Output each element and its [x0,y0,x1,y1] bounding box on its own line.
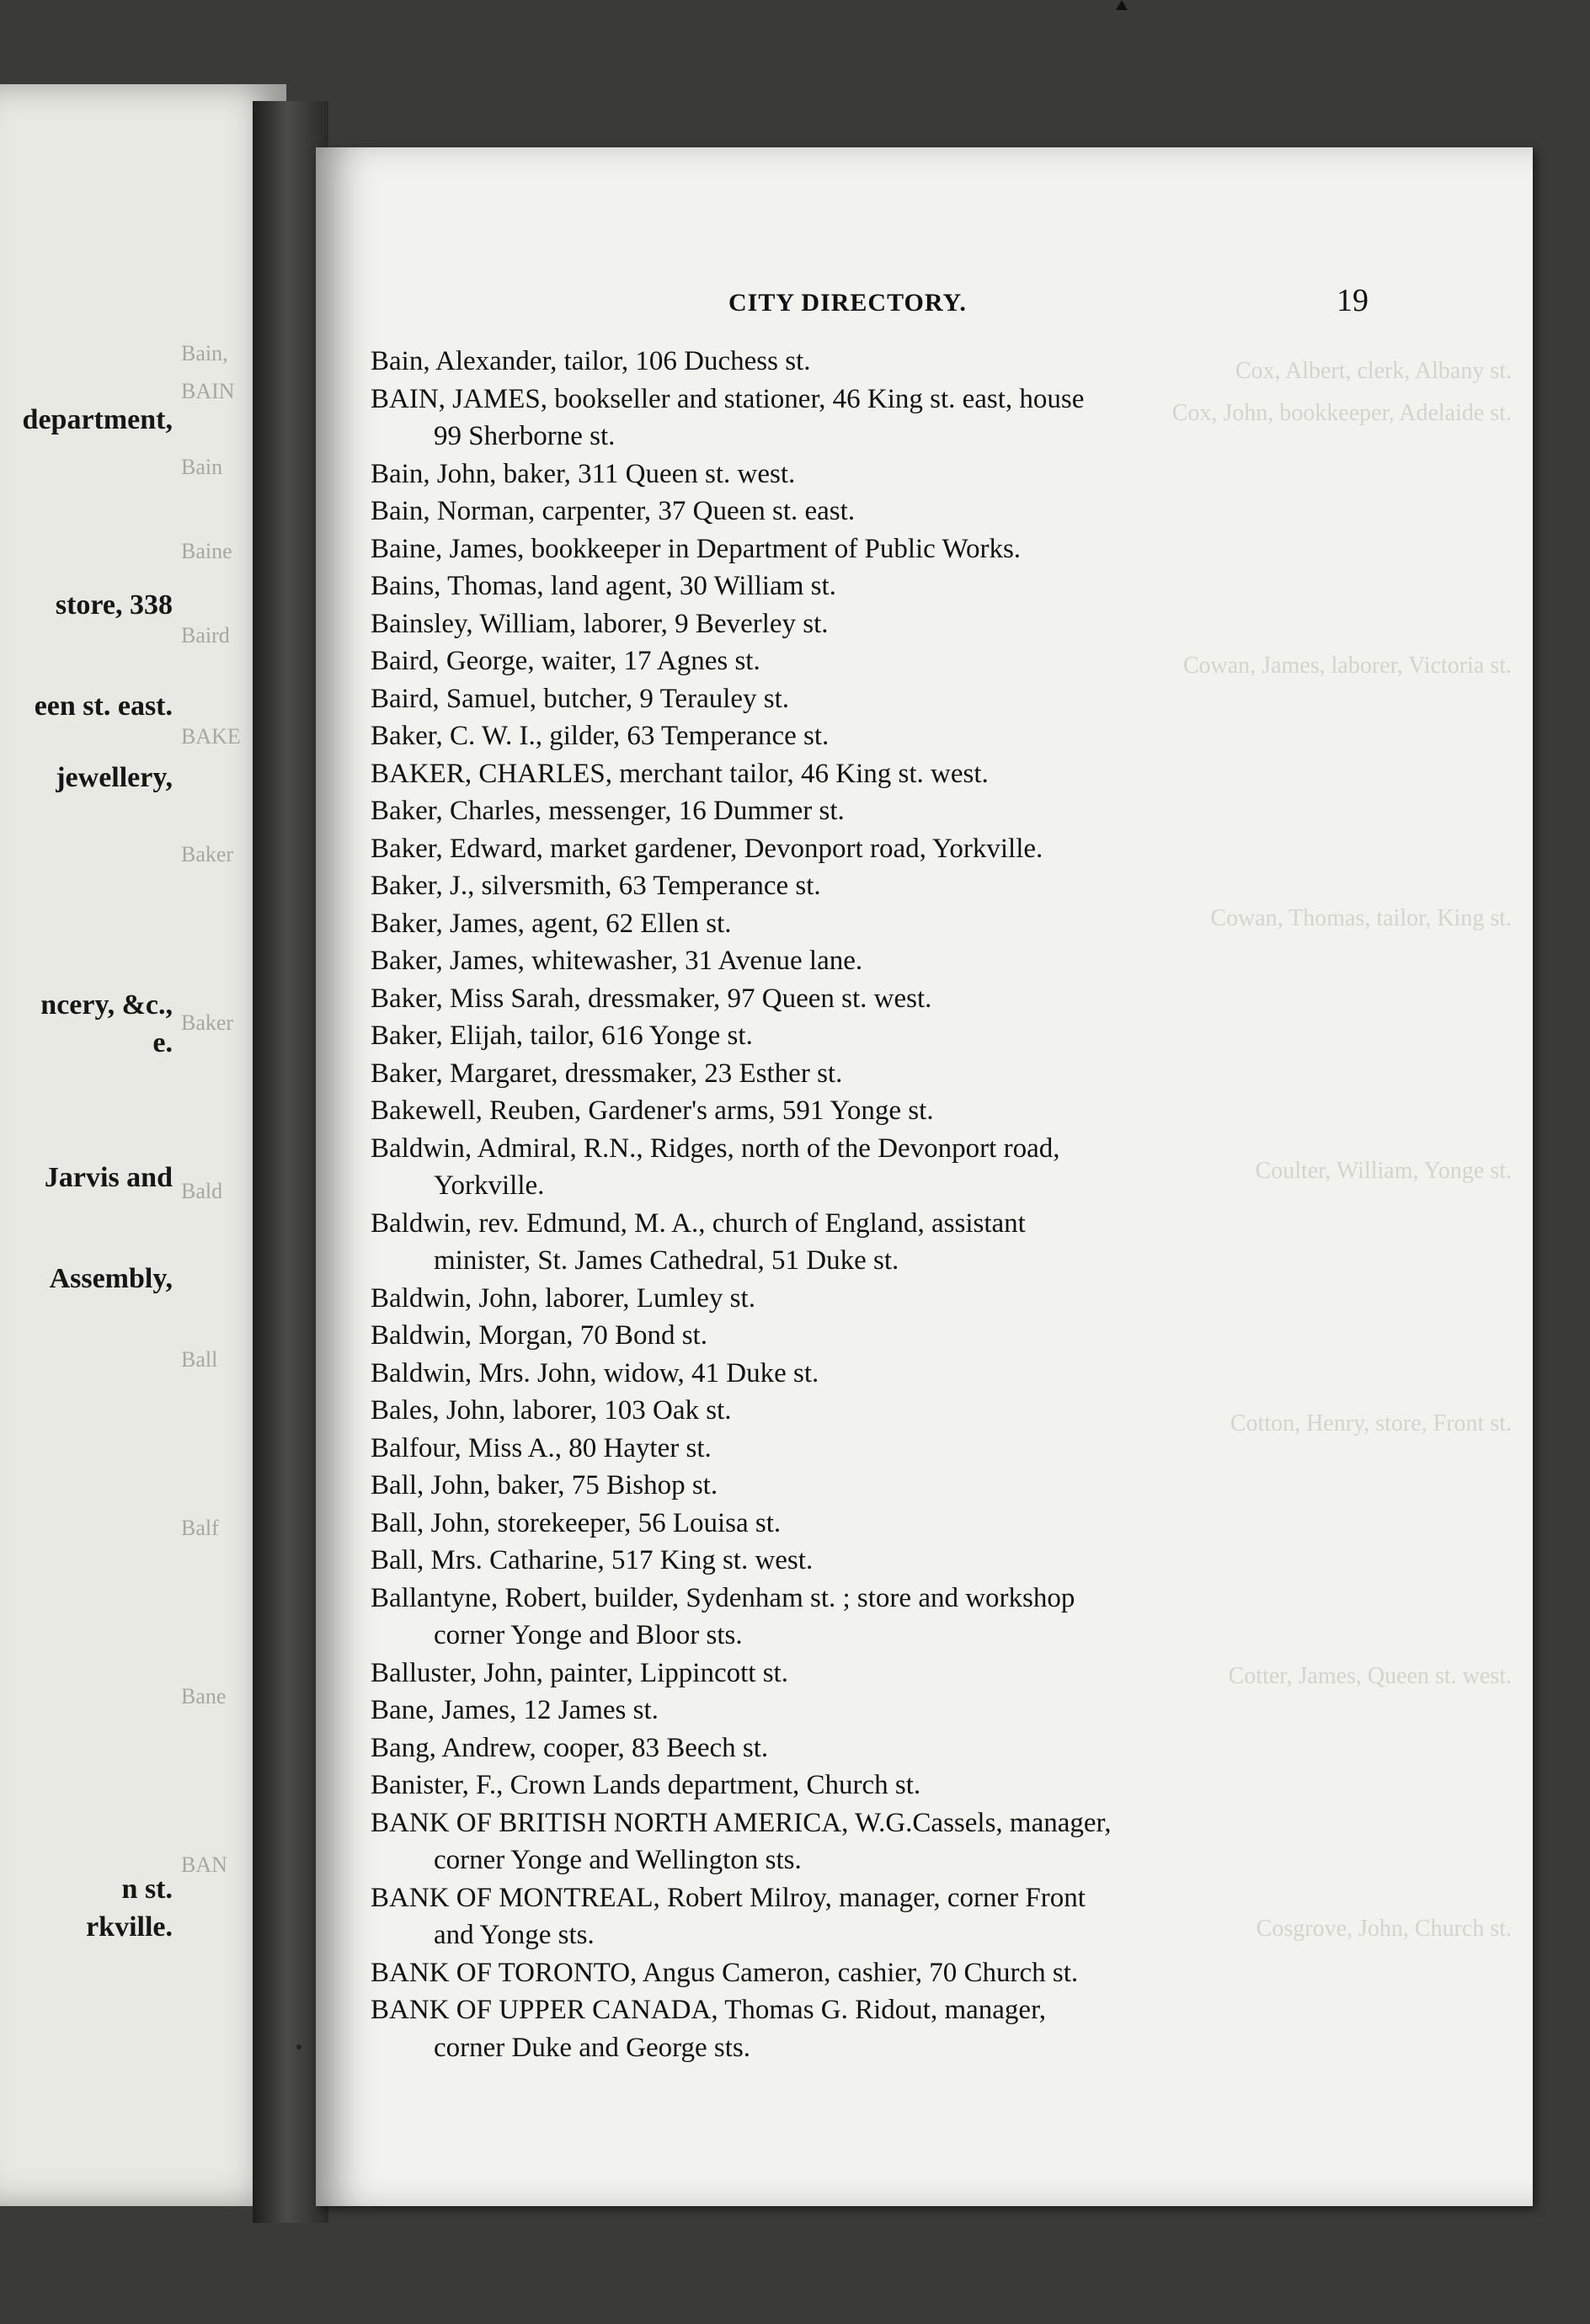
entry-text: Ball, Mrs. Catharine, 517 King st. west. [371,1545,814,1575]
entry-text: Bainsley, William, laborer, 9 Beverley st. [371,608,829,639]
bleed-through-mark: Cowan, James, laborer, Victoria st. [1182,653,1512,679]
directory-entry [371,980,1369,1018]
bleed-through-mark: Cotter, James, Queen st. west. [1228,1663,1512,1689]
left-page-line: department, [22,404,173,435]
bleed-through-mark: Cosgrove, John, Church st. [1256,1916,1512,1942]
bleed-through-mark: Cotton, Henry, store, Front st. [1230,1410,1512,1437]
running-head: CITY DIRECTORY. [728,289,967,317]
entry-text: Baker, Elijah, tailor, 616 Yonge st. [371,1021,753,1051]
bleed-through-mark: Ball [181,1347,218,1372]
entry-text: Baker, Charles, messenger, 16 Dummer st. [371,796,845,826]
bleed-through-mark: Bain, [181,341,228,365]
entry-continuation: corner Duke and George sts. [434,2032,751,2063]
left-page-line: n st. [121,1874,173,1905]
entry-continuation: Yorkville. [434,1170,545,1201]
entry-text: BANK OF TORONTO, Angus Cameron, cashier, 70 Church st. [371,1957,1079,1988]
directory-entry [371,1017,1369,1055]
left-page-line: store, 338 [55,589,173,621]
entry-text: Ball, John, baker, 75 Bishop st. [371,1470,718,1500]
directory-entry [371,568,1369,605]
bleed-through-mark: BAKE [181,724,241,749]
left-page-line: ncery, &c., [40,989,173,1021]
entry-text: Baird, George, waiter, 17 Agnes st. [371,646,760,676]
directory-entry [371,1092,1369,1130]
entry-text: Bain, Norman, carpenter, 37 Queen st. east. [371,496,856,526]
bleed-through-mark: Baine [181,539,232,563]
entry-text: Baker, C. W. I., gilder, 63 Temperance st. [371,721,830,751]
directory-entry [371,1692,1369,1730]
directory-entry [371,1205,1369,1280]
directory-entry [371,1280,1369,1318]
entry-text: Bales, John, laborer, 103 Oak st. [371,1395,732,1426]
bleed-through-mark: Baird [181,623,230,648]
entry-text: Baldwin, rev. Edmund, M. A., church of England, assistant [371,1207,1026,1239]
directory-entry [371,1730,1369,1767]
entry-text: Baker, Edward, market gardener, Devonport road, Yorkville. [371,833,1043,864]
entry-continuation: 99 Sherborne st. [434,421,616,451]
directory-entry [371,1580,1369,1655]
entry-continuation: corner Yonge and Bloor sts. [434,1620,743,1650]
directory-entry [371,1392,1369,1430]
directory-entry [371,1430,1369,1468]
left-facing-page [0,84,286,2206]
page-number: 19 [1337,283,1369,318]
entry-text: Baldwin, Mrs. John, widow, 41 Duke st. [371,1357,819,1389]
entry-text: Bakewell, Reuben, Gardener's arms, 591 Yonge st. [371,1095,934,1126]
entry-text: Baine, James, bookkeeper in Department of Public Works. [371,533,1022,564]
entry-text: Baird, Samuel, butcher, 9 Terauley st. [371,683,790,714]
directory-entry [371,1767,1369,1804]
directory-entry [371,867,1369,905]
directory-entry [371,680,1369,718]
directory-entry [371,792,1369,830]
entry-text: Bang, Andrew, cooper, 83 Beech st. [371,1732,769,1763]
bleed-through-mark: Baker [181,1010,234,1035]
directory-entry [371,1505,1369,1543]
entry-text: Bains, Thomas, land agent, 30 William st. [371,571,836,601]
directory-entry [371,1467,1369,1505]
directory-entry [371,905,1369,943]
directory-entry [371,642,1369,680]
directory-entry [371,755,1369,793]
entry-text: Baldwin, John, laborer, Lumley st. [371,1282,755,1314]
bleed-through-mark: Bane [181,1684,227,1708]
directory-entry [371,1355,1369,1393]
bleed-through-mark: Bald [181,1179,223,1203]
left-page-line: jewellery, [56,762,173,793]
entry-text: BANK OF BRITISH NORTH AMERICA, W.G.Cassels, manager, [371,1807,1112,1838]
entry-continuation: minister, St. James Cathedral, 51 Duke st. [434,1245,899,1276]
left-page-line: rkville. [86,1911,173,1943]
directory-entry [371,1879,1369,1954]
bleed-through-mark: Cox, Albert, clerk, Albany st. [1235,358,1512,384]
left-page-line: Jarvis and [44,1162,173,1193]
directory-entry [371,1542,1369,1580]
directory-entry [371,605,1369,643]
entry-text: Balluster, John, painter, Lippincott st. [371,1657,788,1688]
directory-entry [371,1317,1369,1355]
directory-entry [371,1655,1369,1692]
left-page-line: e. [152,1027,173,1058]
entry-text: Baker, James, agent, 62 Ellen st. [371,908,732,939]
entry-text: BANK OF MONTREAL, Robert Milroy, manager, corner Front [371,1882,1086,1913]
bleed-through-mark: BAIN [181,379,235,403]
entry-text: Balfour, Miss A., 80 Hayter st. [371,1432,712,1463]
directory-entry [371,942,1369,980]
entry-text: Bane, James, 12 James st. [371,1695,659,1725]
entry-text: Baker, J., silversmith, 63 Temperance st. [371,871,821,901]
entry-text: Ball, John, storekeeper, 56 Louisa st. [371,1507,782,1538]
directory-entry [371,456,1369,493]
ink-speck [296,2044,301,2049]
bleed-through-mark: Cowan, Thomas, tailor, King st. [1210,905,1512,931]
entry-text: Baker, Margaret, dressmaker, 23 Esther st. [371,1058,843,1089]
directory-entry [371,1130,1369,1205]
left-page-line: een st. east. [34,690,173,722]
entry-text: BAKER, CHARLES, merchant tailor, 46 King st. west. [371,758,989,789]
directory-entry [371,830,1369,868]
entry-continuation: corner Yonge and Wellington sts. [434,1845,802,1875]
directory-entry [371,717,1369,755]
entry-text: BANK OF UPPER CANADA, Thomas G. Ridout, manager, [371,1995,1046,2025]
directory-entries [371,343,1369,2066]
entry-continuation: and Yonge sts. [434,1920,595,1950]
entry-text: Baldwin, Admiral, R.N., Ridges, north of the Devonport road, [371,1133,1060,1164]
entry-text: Ballantyne, Robert, builder, Sydenham st. ; store and workshop [371,1582,1075,1613]
bleed-through-mark: Cox, John, bookkeeper, Adelaide st. [1171,400,1512,426]
left-page-line: Assembly, [49,1263,173,1294]
bleed-through-mark: Baker [181,842,234,866]
directory-entry [371,530,1369,568]
entry-text: Baker, James, whitewasher, 31 Avenue lane. [371,946,863,976]
directory-entry [371,1954,1369,1992]
top-edge-mark [1116,0,1128,10]
directory-entry [371,1991,1369,2066]
directory-entry [371,1055,1369,1093]
bleed-through-mark: Coulter, William, Yonge st. [1255,1158,1512,1184]
directory-page [316,147,1533,2206]
entry-text: Bain, John, baker, 311 Queen st. west. [371,458,796,489]
entry-text: Baker, Miss Sarah, dressmaker, 97 Queen st. west. [371,983,932,1014]
entry-text: BAIN, JAMES, bookseller and stationer, 46 King st. east, house [371,383,1085,414]
directory-entry [371,343,1369,381]
bleed-through-mark: BAN [181,1852,227,1877]
entry-text: Baldwin, Morgan, 70 Bond st. [371,1320,707,1351]
bleed-through-mark: Bain [181,455,223,479]
directory-entry [371,493,1369,530]
bleed-through-mark: Balf [181,1516,219,1540]
entry-text: Bain, Alexander, tailor, 106 Duchess st. [371,346,811,376]
directory-entry [371,381,1369,456]
directory-entry [371,1804,1369,1879]
entry-text: Banister, F., Crown Lands department, Church st. [371,1770,921,1800]
